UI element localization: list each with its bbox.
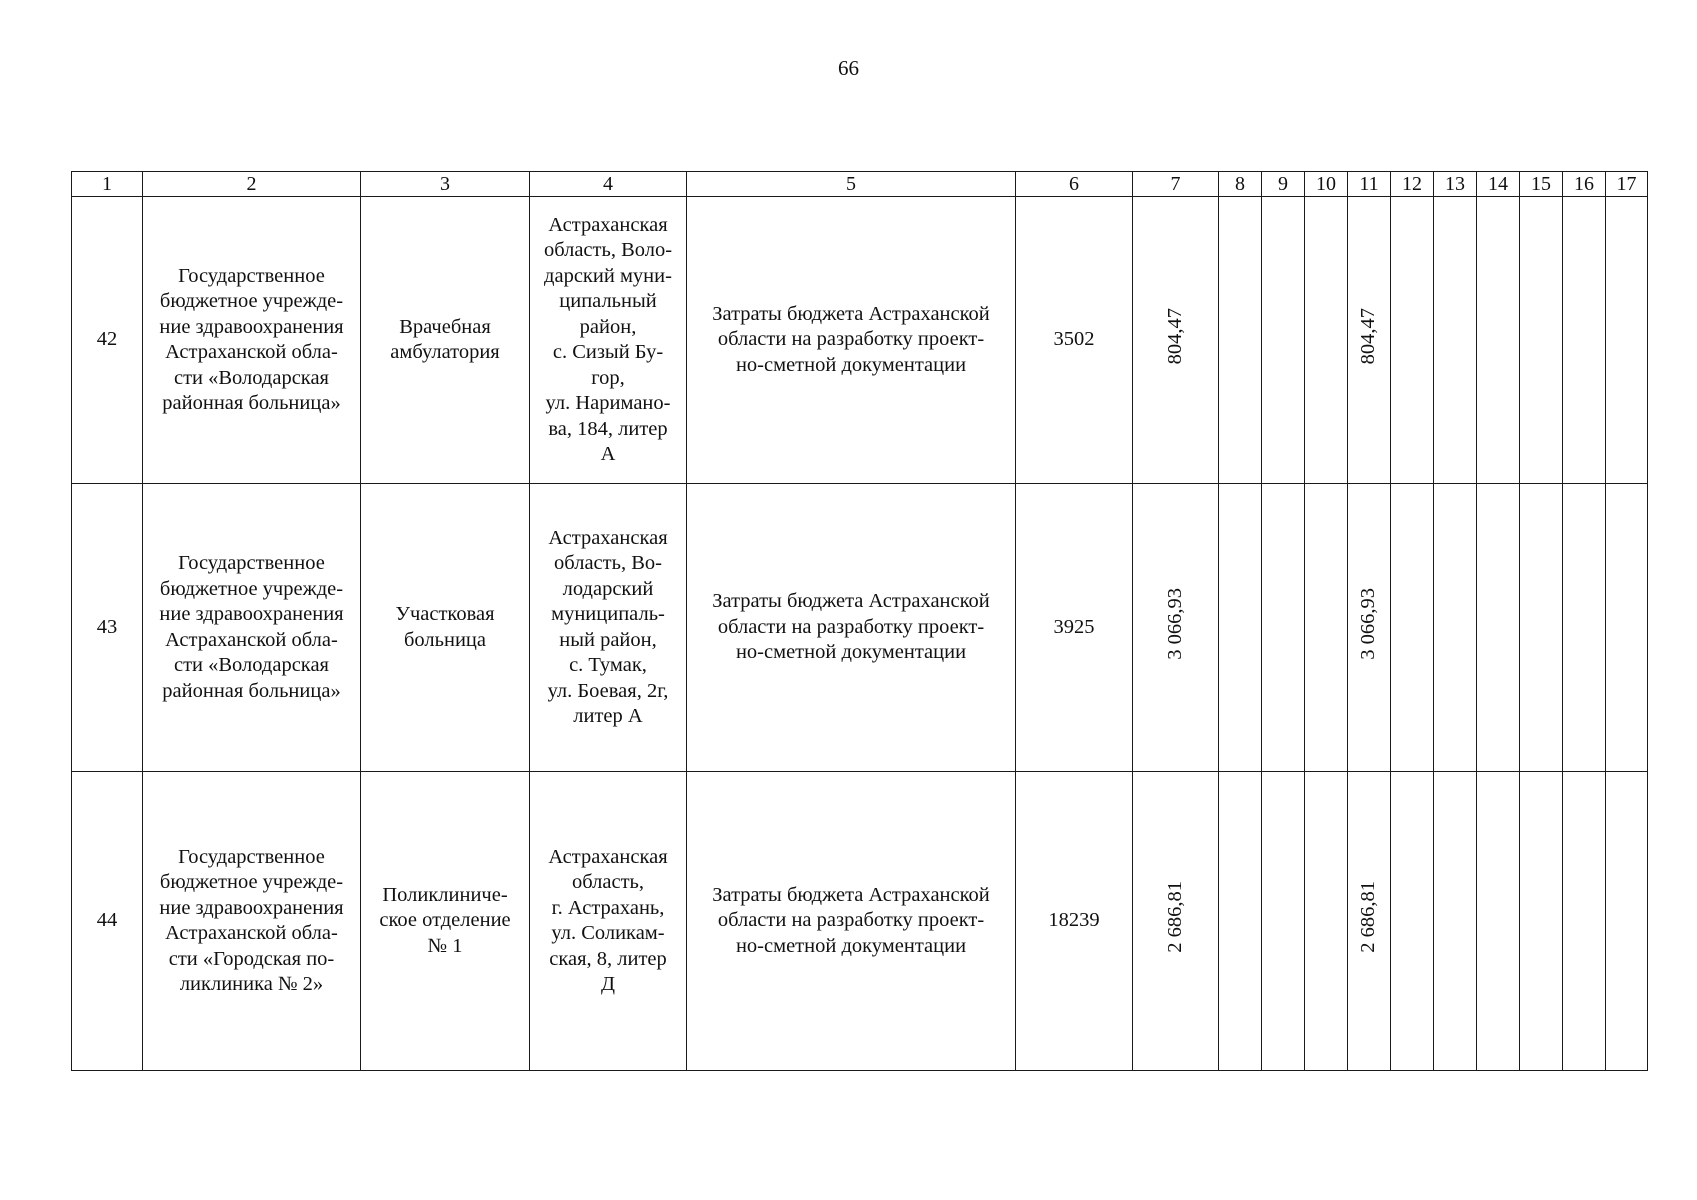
- column-number: 2: [143, 172, 361, 197]
- empty-cell: [1219, 772, 1262, 1071]
- row-number: 44: [72, 772, 143, 1071]
- col11-cell: [1348, 772, 1391, 1071]
- empty-cell: [1520, 484, 1563, 772]
- column-number: 4: [530, 172, 687, 197]
- column-number: 17: [1606, 172, 1648, 197]
- empty-cell: [1434, 772, 1477, 1071]
- empty-cell: [1606, 484, 1648, 772]
- description-cell: Затраты бюджета Астраханской области на разработку проект- но-сметной документации: [687, 484, 1016, 772]
- column-number: 1: [72, 172, 143, 197]
- empty-cell: [1606, 197, 1648, 484]
- empty-cell: [1391, 484, 1434, 772]
- col7-cell: [1133, 484, 1219, 772]
- col11-value: 3 066,93: [1357, 587, 1380, 660]
- column-number: 11: [1348, 172, 1391, 197]
- column-number: 6: [1016, 172, 1133, 197]
- empty-cell: [1606, 772, 1648, 1071]
- empty-cell: [1563, 484, 1606, 772]
- empty-cell: [1520, 197, 1563, 484]
- column-number: 8: [1219, 172, 1262, 197]
- empty-cell: [1391, 197, 1434, 484]
- column-number: 7: [1133, 172, 1219, 197]
- empty-cell: [1563, 772, 1606, 1071]
- col6-cell: 18239: [1016, 772, 1133, 1071]
- row-number: 42: [72, 197, 143, 484]
- empty-cell: [1434, 197, 1477, 484]
- address-cell: Астраханская область, г. Астрахань, ул. Соликам- ская, 8, литер Д: [530, 772, 687, 1071]
- empty-cell: [1262, 484, 1305, 772]
- column-number: 14: [1477, 172, 1520, 197]
- data-table: [71, 171, 1648, 1071]
- empty-cell: [1262, 197, 1305, 484]
- col11-cell: [1348, 197, 1391, 484]
- table-row: [72, 772, 1648, 1071]
- address-cell: Астраханская область, Во- лодарский муниципаль- ный район, с. Тумак, ул. Боевая, 2г, литер А: [530, 484, 687, 772]
- empty-cell: [1520, 772, 1563, 1071]
- column-number: 5: [687, 172, 1016, 197]
- column-number-row: [72, 172, 1648, 197]
- object-cell: Участковая больница: [361, 484, 530, 772]
- empty-cell: [1477, 772, 1520, 1071]
- column-number: 16: [1563, 172, 1606, 197]
- col6-cell: 3502: [1016, 197, 1133, 484]
- col7-value: 804,47: [1163, 308, 1186, 365]
- empty-cell: [1305, 772, 1348, 1071]
- object-cell: Поликлиниче- ское отделение № 1: [361, 772, 530, 1071]
- empty-cell: [1477, 197, 1520, 484]
- column-number: 13: [1434, 172, 1477, 197]
- column-number: 15: [1520, 172, 1563, 197]
- col7-value: 2 686,81: [1163, 881, 1186, 954]
- column-number: 3: [361, 172, 530, 197]
- address-cell: Астраханская область, Воло- дарский муни- ципальный район, с. Сизый Бу- гор, ул. Нариманo- ва, 184, литер А: [530, 197, 687, 484]
- col11-value: 2 686,81: [1357, 881, 1380, 954]
- empty-cell: [1563, 197, 1606, 484]
- column-number: 12: [1391, 172, 1434, 197]
- empty-cell: [1477, 484, 1520, 772]
- empty-cell: [1391, 772, 1434, 1071]
- col11-cell: [1348, 484, 1391, 772]
- empty-cell: [1262, 772, 1305, 1071]
- table-row: [72, 484, 1648, 772]
- col7-cell: [1133, 772, 1219, 1071]
- row-number: 43: [72, 484, 143, 772]
- col6-cell: 3925: [1016, 484, 1133, 772]
- page-number: 66: [838, 56, 859, 80]
- col7-value: 3 066,93: [1163, 587, 1186, 660]
- table-row: [72, 197, 1648, 484]
- empty-cell: [1305, 197, 1348, 484]
- institution-cell: Государственное бюджетное учрежде- ние здравоохранения Астраханской обла- сти «Володарская районная больница»: [143, 197, 361, 484]
- empty-cell: [1219, 197, 1262, 484]
- column-number: 10: [1305, 172, 1348, 197]
- empty-cell: [1219, 484, 1262, 772]
- institution-cell: Государственное бюджетное учрежде- ние здравоохранения Астраханской обла- сти «Городская по- ликлиника № 2»: [143, 772, 361, 1071]
- column-number: 9: [1262, 172, 1305, 197]
- empty-cell: [1305, 484, 1348, 772]
- description-cell: Затраты бюджета Астраханской области на разработку проект- но-сметной документации: [687, 197, 1016, 484]
- object-cell: Врачебная амбулатория: [361, 197, 530, 484]
- description-cell: Затраты бюджета Астраханской области на разработку проект- но-сметной документации: [687, 772, 1016, 1071]
- institution-cell: Государственное бюджетное учрежде- ние здравоохранения Астраханской обла- сти «Володарская районная больница»: [143, 484, 361, 772]
- col7-cell: [1133, 197, 1219, 484]
- col11-value: 804,47: [1357, 308, 1380, 365]
- empty-cell: [1434, 484, 1477, 772]
